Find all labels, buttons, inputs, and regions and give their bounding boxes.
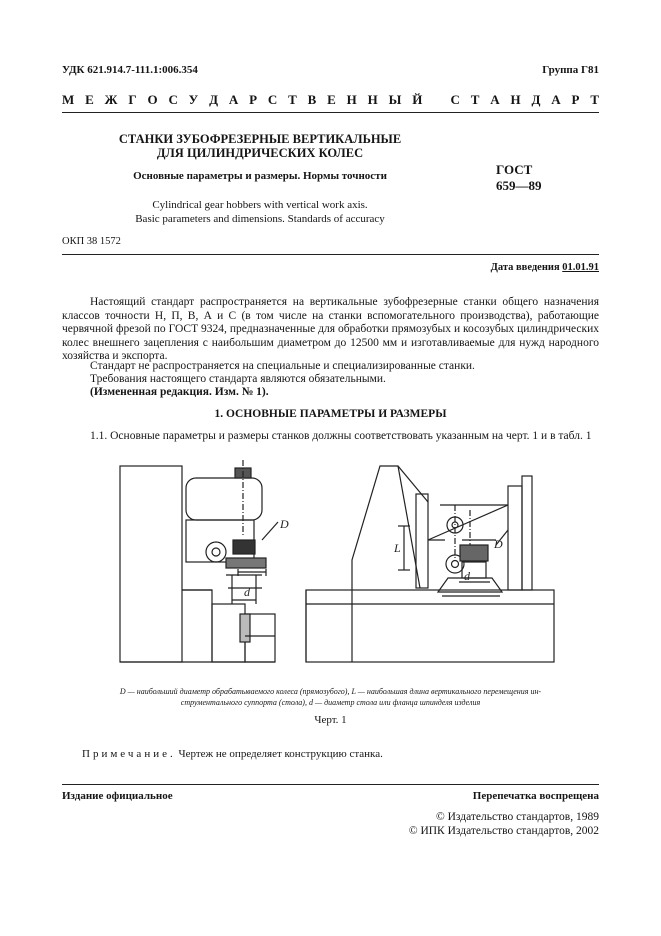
intro-paragraph-2: Стандарт не распространяется на специальные и специализированные станки.: [90, 360, 475, 372]
figure-caption-line-1: D — наибольший диаметр обрабатываемого колеса (прямозубого), L — наибольшая длина вертикального перемещения ин-: [119, 687, 542, 696]
standard-subtitle: Основные параметры и размеры. Нормы точности: [133, 170, 387, 182]
banner-letter: Ы: [388, 92, 402, 107]
title-line-1: СТАНКИ ЗУБОФРЕЗЕРНЫЕ ВЕРТИКАЛЬНЫЕ: [118, 132, 402, 146]
amendment-note: (Измененная редакция. Изм. № 1).: [90, 386, 269, 398]
banner-letter: Р: [249, 92, 258, 107]
banner-letter: А: [490, 92, 500, 107]
figure-label-D-left: D: [280, 517, 289, 531]
english-title-line-2: Basic parameters and dimensions. Standards of accuracy: [135, 213, 385, 225]
figure-label-D-right: D: [494, 537, 503, 551]
intro-paragraph-3: Требования настоящего стандарта являются обязательными.: [90, 373, 386, 385]
english-title-line-1: Cylindrical gear hobbers with vertical work axis.: [152, 199, 368, 211]
note-text: Чертеж не определяет конструкцию станка.: [175, 748, 383, 760]
banner-letter: С: [450, 92, 460, 107]
banner-letter: Д: [209, 92, 219, 107]
hob-head-housing: [186, 478, 262, 520]
banner-letter: Н: [346, 92, 357, 107]
figure-label-d-left: d: [244, 585, 250, 599]
gost-label: ГОСТ: [496, 162, 533, 177]
banner-letter: С: [267, 92, 278, 107]
banner-letter: А: [551, 92, 561, 107]
banner-letter: У: [188, 92, 199, 107]
figure-label-d-right: d: [464, 569, 470, 583]
udk-code: УДК 621.914.7-111.1:006.354: [62, 64, 198, 76]
banner-letter: Т: [590, 92, 599, 107]
banner-letter: Н: [367, 92, 378, 107]
title-line-2: ДЛЯ ЦИЛИНДРИЧЕСКИХ КОЛЕС: [156, 146, 364, 160]
figure-number: Черт. 1: [314, 714, 347, 726]
banner-letter: А: [228, 92, 239, 107]
copyright-1989: © Издательство стандартов, 1989: [435, 811, 599, 823]
clause-1-1: 1.1. Основные параметры и размеры станков должны соответствовать указанным на черт. 1 и в табл. 1: [90, 430, 592, 442]
copyright: [409, 810, 599, 838]
section-1-heading: 1. ОСНОВНЫЕ ПАРАМЕТРЫ И РАЗМЕРЫ: [214, 408, 447, 420]
banner-letter: Н: [510, 92, 521, 107]
figure-caption: [62, 686, 599, 708]
banner-letter: Д: [531, 92, 541, 107]
effective-date-label: Дата введения: [490, 262, 560, 273]
banner-letter: Е: [85, 92, 94, 107]
okp-code: ОКП 38 1572: [62, 236, 121, 247]
right-column: [352, 466, 428, 662]
rear-column: [508, 486, 522, 590]
intro-paragraph: Настоящий стандарт распространяется на вертикальные зубофрезерные станки общего назначения классов точности Н, П, В, А и С (в том числе на станки вспомогательного производства), работающие червячной фрезой по ГОСТ 9324, предназначенные для обработки прямозубых и косозубых цилиндрических колес внешнего зацепления с наибольшим диаметром до 12500 мм и изготавливаемые для нужд народного хозяйства и экспорта.: [62, 296, 599, 363]
banner-letter: Т: [470, 92, 480, 107]
banner-letter: В: [307, 92, 317, 107]
banner-letter: Ж: [104, 92, 118, 107]
banner-letter: Е: [327, 92, 336, 107]
banner-letter: Р: [571, 92, 580, 107]
banner-letter: Й: [412, 92, 423, 107]
left-column: [120, 466, 182, 662]
group-code: Группа Г81: [542, 64, 599, 76]
banner-letter: М: [62, 92, 75, 107]
banner-letter: С: [168, 92, 178, 107]
figure-label-L: L: [394, 541, 401, 555]
official-edition: Издание официальное: [62, 790, 173, 802]
right-base: [306, 590, 554, 662]
copyright-2002: © ИПК Издательство стандартов, 2002: [408, 825, 599, 837]
note: [82, 748, 383, 760]
banner-letter: О: [147, 92, 158, 107]
banner-letter: Г: [128, 92, 137, 107]
effective-date-value: 01.01.91: [562, 262, 599, 273]
footer-divider: [62, 784, 599, 785]
note-label: Примечание.: [82, 748, 176, 760]
gost-number: 659—89: [496, 178, 542, 193]
reprint-prohibited: Перепечатка воспрещена: [472, 790, 599, 802]
banner-letter: Т: [288, 92, 297, 107]
figure-caption-line-2: струментального суппорта (стола), d — диаметр стола или фланца шпинделя изделия: [180, 698, 481, 707]
